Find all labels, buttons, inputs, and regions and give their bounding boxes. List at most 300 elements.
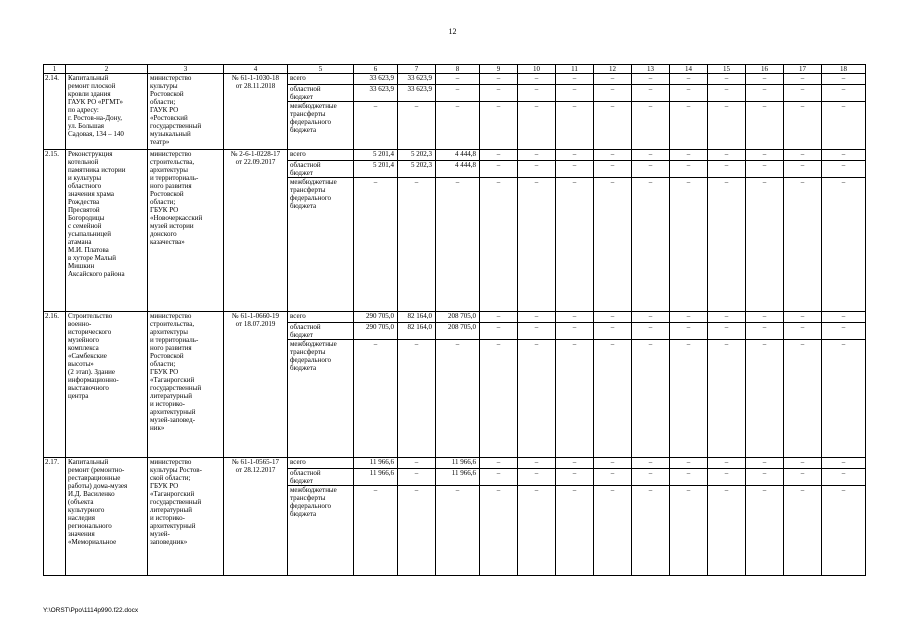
text-line: ГБУК РО [150,368,179,376]
value-v6: 11 966,6 [354,458,398,469]
header-cell: 2 [66,65,148,74]
value-v8: 4 444,8 [436,150,480,161]
value-col-13: – [632,85,670,102]
funding-source [288,486,354,576]
text-line: областной [290,469,321,477]
value-col-11: – [556,74,594,85]
value-col-18: – [822,340,866,458]
text-line: области; [150,98,176,106]
text-line: Реконструкция [68,150,113,158]
text-line: министерство [150,312,192,320]
text-line: бюджет [290,331,313,339]
file-path-footer: Y:\ORST\Ppo\1114p990.f22.docx [43,607,139,614]
value-v8: – [436,85,480,102]
funding-source [288,469,354,486]
value-col-18: – [822,486,866,576]
value-v8: – [436,102,480,150]
value-v8: – [436,340,480,458]
value-col-12: – [594,161,632,178]
text-line: бюджет [290,93,313,101]
text-line: ремонт плоской [68,82,116,90]
value-col-12: – [594,85,632,102]
value-col-14: – [670,85,708,102]
text-line: архитектуры [150,166,188,174]
value-v7: – [398,469,436,486]
header-cell: 1 [44,65,66,74]
value-v7: – [398,458,436,469]
text-line: театр» [150,138,170,146]
value-col-13: – [632,323,670,340]
value-col-14: – [670,150,708,161]
value-col-15: – [708,178,746,312]
text-line: кровли здания [68,90,111,98]
value-col-15: – [708,102,746,150]
text-line: № 2-6-1-0228-17 [230,150,281,158]
text-line: «Мемориальное [68,538,117,546]
header-cell: 5 [288,65,354,74]
text-line: Аксайского района [68,270,125,278]
value-v6: – [354,102,398,150]
value-col-15: – [708,150,746,161]
value-col-17: – [784,178,822,312]
text-line: памятника истории [68,166,126,174]
value-col-14: – [670,102,708,150]
value-col-11: – [556,458,594,469]
value-col-11: – [556,486,594,576]
value-col-10: – [518,150,556,161]
value-v6: 5 201,4 [354,150,398,161]
funding-source [288,85,354,102]
header-cell: 11 [556,65,594,74]
text-line: ГАУК РО [150,106,179,114]
value-col-17: – [784,102,822,150]
text-line: архитектурный [150,408,196,416]
value-col-18: – [822,150,866,161]
text-line: Богородицы [68,214,105,222]
text-line: Капитальный [68,74,109,82]
text-line: ного развития [150,344,192,352]
value-v6: 290 705,0 [354,312,398,323]
value-col-18: – [822,458,866,469]
text-line: от 18.07.2019 [235,320,276,328]
value-v6: 5 201,4 [354,161,398,178]
row-number: 2.15. [44,150,66,312]
text-line: Строительство [68,312,113,320]
text-line: культурного [68,506,105,514]
text-line: Рождества [68,198,100,206]
value-v6: 33 623,9 [354,74,398,85]
value-col-12: – [594,458,632,469]
document-number [224,150,288,312]
value-col-18: – [822,312,866,323]
text-line: выставочного [68,384,109,392]
value-v8: 208 705,0 [436,312,480,323]
value-col-17: – [784,150,822,161]
text-line: ГБУК РО [150,206,179,214]
value-col-10: – [518,469,556,486]
value-col-13: – [632,340,670,458]
value-col-18: – [822,178,866,312]
value-v7: 5 202,3 [398,161,436,178]
text-line: «Ростовский [150,114,188,122]
value-col-12: – [594,323,632,340]
organization [148,150,224,312]
value-col-17: – [784,85,822,102]
text-line: (объекта [68,498,94,506]
value-v8: – [436,486,480,576]
text-line: музей-заповед- [150,416,196,424]
text-line: заповедник» [150,538,188,546]
text-line: от 28.11.2018 [235,82,276,90]
text-line: областного [68,182,102,190]
text-line: «Таганрогский [150,376,195,384]
value-col-10: – [518,85,556,102]
row-number: 2.17. [44,458,66,576]
header-cell: 13 [632,65,670,74]
value-v7: 82 164,0 [398,312,436,323]
value-col-9: – [480,150,518,161]
value-col-12: – [594,486,632,576]
text-line: строительства, [150,158,195,166]
text-line: от 28.12.2017 [235,466,276,474]
value-col-12: – [594,469,632,486]
value-col-14: – [670,312,708,323]
text-line: Садовая, 134 – 140 [68,130,124,138]
text-line: «Самбекские [68,352,107,360]
value-col-14: – [670,340,708,458]
value-col-17: – [784,486,822,576]
funding-source [288,74,354,85]
funding-source [288,178,354,312]
text-line: областной [290,85,321,93]
value-col-18: – [822,323,866,340]
value-v8: – [436,178,480,312]
text-line: «Новочеркасский [150,214,203,222]
value-col-13: – [632,102,670,150]
header-cell: 17 [784,65,822,74]
value-col-12: – [594,102,632,150]
value-col-14: – [670,178,708,312]
text-line: межбюджетные [290,340,337,348]
organization [148,74,224,150]
text-line: музей истории [150,222,194,230]
text-line: с семейной [68,222,102,230]
text-line: культуры Ростов- [150,466,202,474]
value-col-16: – [746,85,784,102]
value-v7: 33 623,9 [398,74,436,85]
text-line: и историко- [150,514,185,522]
text-line: ник» [150,424,165,432]
text-line: Ростовской [150,190,184,198]
value-col-13: – [632,74,670,85]
header-cell: 4 [224,65,288,74]
value-col-16: – [746,323,784,340]
value-col-17: – [784,161,822,178]
value-col-15: – [708,458,746,469]
value-col-16: – [746,74,784,85]
value-col-11: – [556,150,594,161]
text-line: военно- [68,320,92,328]
text-line: г. Ростов-на-Дону, [68,114,122,122]
text-line: музейного [68,336,99,344]
text-line: Капитальный [68,458,109,466]
text-line: ГАУК РО «РГМТ» [68,98,124,106]
text-line: ской области; [150,474,191,482]
text-line: И.Д. Василенко [68,490,115,498]
value-col-18: – [822,74,866,85]
text-line: № 61-1-1030-18 [232,74,279,82]
text-line: федерального [290,194,332,202]
value-col-17: – [784,458,822,469]
value-col-9: – [480,161,518,178]
text-line: трансферты [290,348,326,356]
text-line: значения храма [68,190,115,198]
text-line: № 61-1-0565-17 [232,458,279,466]
document-number [224,312,288,458]
value-col-16: – [746,458,784,469]
value-col-14: – [670,486,708,576]
text-line: области; [150,360,176,368]
value-col-13: – [632,486,670,576]
text-line: регионального [68,522,112,530]
value-col-13: – [632,312,670,323]
value-col-16: – [746,161,784,178]
table-row [44,74,866,85]
object-name [66,74,148,150]
header-cell: 18 [822,65,866,74]
text-line: министерство [150,74,192,82]
value-v6: 33 623,9 [354,85,398,102]
value-col-18: – [822,469,866,486]
text-line: работы) дома-музея [68,482,128,490]
value-col-15: – [708,486,746,576]
text-line: М.И. Платова [68,246,109,254]
value-col-17: – [784,323,822,340]
value-col-11: – [556,178,594,312]
text-line: трансферты [290,494,326,502]
text-line: и территориаль- [150,174,199,182]
text-line: всего [290,74,306,82]
text-line: трансферты [290,110,326,118]
text-line: бюджет [290,477,313,485]
value-col-10: – [518,161,556,178]
value-col-15: – [708,323,746,340]
text-line: «Таганрогский [150,490,195,498]
text-line: межбюджетные [290,486,337,494]
header-cell: 14 [670,65,708,74]
value-col-9: – [480,486,518,576]
row-number: 2.14. [44,74,66,150]
header-cell: 16 [746,65,784,74]
text-line: всего [290,312,306,320]
text-line: бюджета [290,510,317,518]
value-col-16: – [746,178,784,312]
object-name [66,458,148,576]
text-line: Пресвятой [68,206,100,214]
value-col-13: – [632,469,670,486]
table-row [44,150,866,161]
header-cell: 6 [354,65,398,74]
text-line: донского [150,230,177,238]
text-line: по адресу: [68,106,99,114]
value-v8: 208 705,0 [436,323,480,340]
text-line: Мишкин [68,262,95,270]
value-col-18: – [822,102,866,150]
object-name [66,312,148,458]
text-line: федерального [290,356,332,364]
text-line: государственный [150,498,202,506]
text-line: информационно- [68,376,119,384]
document-number [224,74,288,150]
text-line: наследия [68,514,95,522]
value-v7: – [398,340,436,458]
header-cell: 9 [480,65,518,74]
text-line: (2 этап). Здание [68,368,115,376]
value-col-10: – [518,486,556,576]
value-col-9: – [480,312,518,323]
text-line: ного развития [150,182,192,190]
text-line: комплекса [68,344,99,352]
text-line: государственный [150,122,202,130]
value-v8: 4 444,8 [436,161,480,178]
funding-source [288,458,354,469]
text-line: высоты» [68,360,94,368]
value-col-15: – [708,161,746,178]
value-col-10: – [518,323,556,340]
header-cell: 8 [436,65,480,74]
value-v8: 11 966,6 [436,458,480,469]
value-col-12: – [594,312,632,323]
text-line: ГБУК РО [150,482,179,490]
value-v7: 33 623,9 [398,85,436,102]
value-col-12: – [594,150,632,161]
value-col-11: – [556,161,594,178]
text-line: литературный [150,506,192,514]
value-v6: 290 705,0 [354,323,398,340]
text-line: культуры [150,82,178,90]
value-v8: – [436,74,480,85]
text-line: трансферты [290,186,326,194]
text-line: музыкальный [150,130,191,138]
row-number: 2.16. [44,312,66,458]
value-col-15: – [708,85,746,102]
text-line: Ростовской [150,90,184,98]
value-col-11: – [556,85,594,102]
text-line: и историко- [150,400,185,408]
value-col-11: – [556,469,594,486]
value-v8: 11 966,6 [436,469,480,486]
value-col-16: – [746,486,784,576]
text-line: министерство [150,150,192,158]
value-v6: 11 966,6 [354,469,398,486]
text-line: всего [290,458,306,466]
value-v6: – [354,178,398,312]
page-number: 12 [448,27,457,36]
text-line: межбюджетные [290,102,337,110]
text-line: реставрационные [68,474,121,482]
text-line: государственный [150,384,202,392]
funding-source [288,161,354,178]
text-line: федерального [290,118,332,126]
text-line: архитектурный [150,522,196,530]
value-col-16: – [746,150,784,161]
value-col-15: – [708,312,746,323]
value-col-9: – [480,469,518,486]
value-col-16: – [746,469,784,486]
funding-source [288,102,354,150]
value-v7: – [398,486,436,576]
value-col-12: – [594,74,632,85]
text-line: ул. Большая [68,122,105,130]
text-line: строительства, [150,320,195,328]
text-line: федерального [290,502,332,510]
table-row [44,458,866,469]
value-col-11: – [556,340,594,458]
value-col-11: – [556,102,594,150]
text-line: казачества» [150,238,185,246]
value-col-10: – [518,458,556,469]
value-col-13: – [632,150,670,161]
value-col-15: – [708,340,746,458]
value-col-9: – [480,74,518,85]
header-cell: 10 [518,65,556,74]
value-v6: – [354,340,398,458]
text-line: бюджета [290,364,317,372]
value-col-14: – [670,469,708,486]
text-line: литературный [150,392,192,400]
value-col-15: – [708,469,746,486]
text-line: Ростовской [150,352,184,360]
value-col-9: – [480,102,518,150]
text-line: министерство [150,458,192,466]
text-line: областной [290,161,321,169]
value-v7: 82 164,0 [398,323,436,340]
value-col-10: – [518,178,556,312]
value-col-13: – [632,458,670,469]
text-line: всего [290,150,306,158]
value-v7: – [398,178,436,312]
funding-source [288,150,354,161]
text-line: значения [68,530,95,538]
organization [148,312,224,458]
text-line: музей- [150,530,170,538]
value-col-11: – [556,312,594,323]
value-col-16: – [746,102,784,150]
value-col-13: – [632,178,670,312]
text-line: бюджет [290,169,313,177]
header-cell: 12 [594,65,632,74]
value-col-14: – [670,74,708,85]
text-line: и территориаль- [150,336,199,344]
header-cell: 7 [398,65,436,74]
value-col-14: – [670,323,708,340]
text-line: областной [290,323,321,331]
value-col-10: – [518,74,556,85]
value-col-17: – [784,469,822,486]
value-col-16: – [746,340,784,458]
text-line: исторического [68,328,112,336]
value-v6: – [354,486,398,576]
text-line: бюджета [290,202,317,210]
object-name [66,150,148,312]
value-col-10: – [518,340,556,458]
table-row [44,312,866,323]
header-cell: 15 [708,65,746,74]
value-col-9: – [480,458,518,469]
funding-source [288,312,354,323]
text-line: архитектуры [150,328,188,336]
text-line: межбюджетные [290,178,337,186]
